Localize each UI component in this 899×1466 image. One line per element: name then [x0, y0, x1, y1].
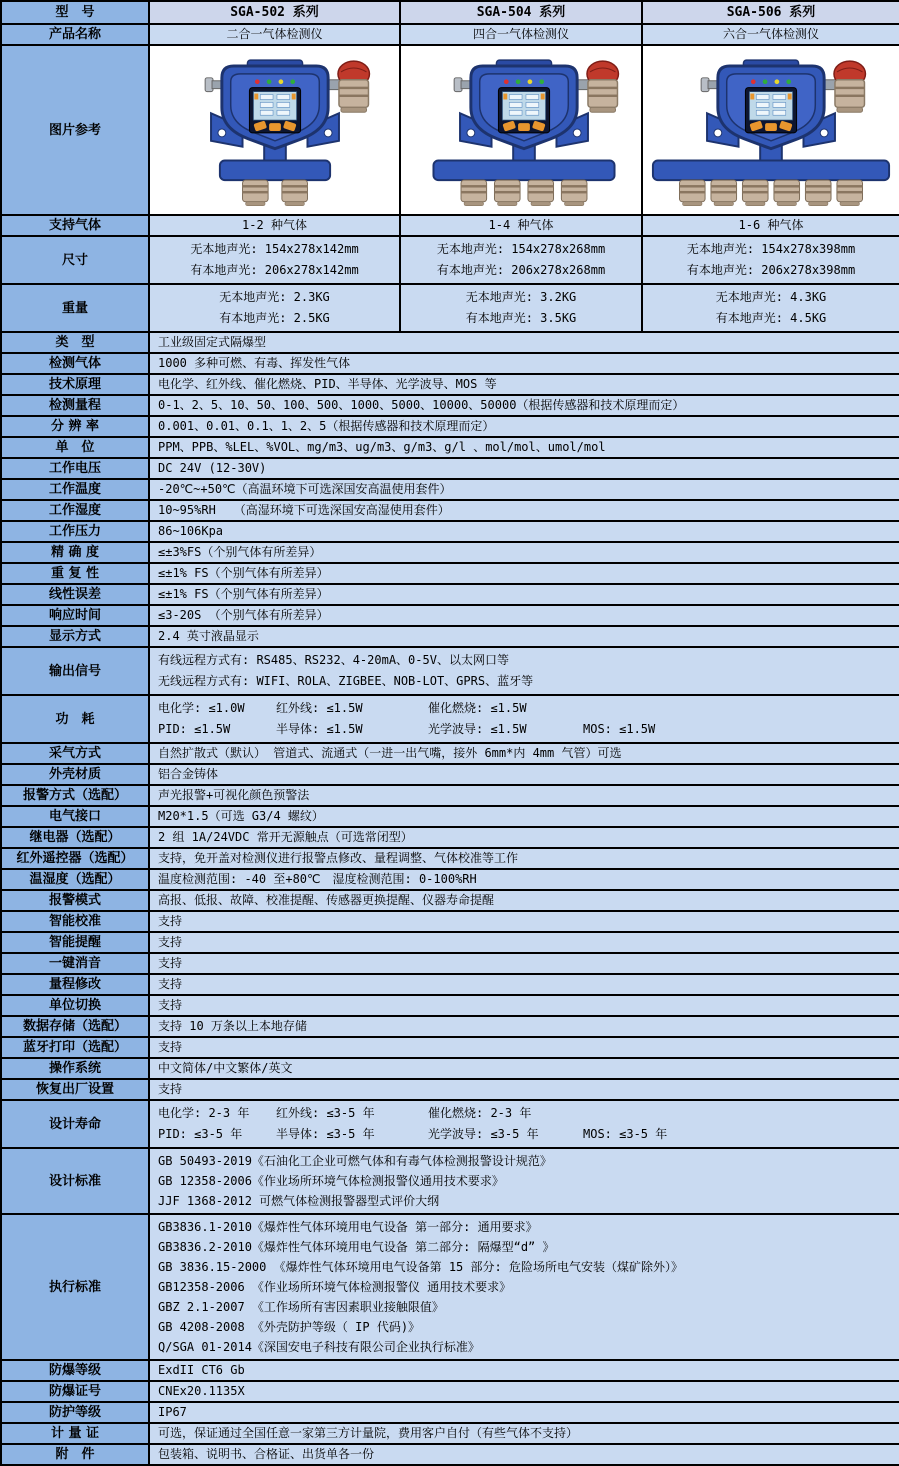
cell-weight-1 — [400, 284, 642, 332]
alarm-beacon-icon — [337, 61, 368, 112]
value-line: GB 50493-2019《石油化工企业可燃气体和有毒气体检测报警设计规范》 — [158, 1154, 552, 1168]
spec-row-image-reference — [1, 45, 899, 215]
row-label-accessories: 附 件 — [1, 1444, 149, 1465]
row-label-ir-remote-optional: 红外遥控器（选配） — [1, 848, 149, 869]
spec-row-smart-calibration — [1, 911, 899, 932]
value-line: 二合一气体检测仪 — [226, 27, 323, 41]
value-segment: 红外线: ≤3-5 年 — [276, 1106, 375, 1120]
row-label-working-temperature: 工作温度 — [1, 479, 149, 500]
value-line: 温度检测范围: -40 至+80℃ 湿度检测范围: 0-100%RH — [158, 872, 477, 886]
spec-row-sampling-method — [1, 743, 899, 764]
value-line: 无本地声光: 4.3KG — [715, 290, 827, 304]
value-line: 2.4 英寸液晶显示 — [158, 629, 259, 643]
spec-row-units — [1, 437, 899, 458]
value-line: GB 3836.15-2000 《爆炸性气体环境用电气设备第 15 部分: 危险场所电气安装（煤矿除外）》 — [158, 1260, 683, 1274]
value-line: 无本地声光: 3.2KG — [465, 290, 577, 304]
cell-working-voltage — [149, 458, 899, 479]
cell-bluetooth-print-optional — [149, 1037, 899, 1058]
status-led — [516, 79, 521, 84]
value-line: 1-4 种气体 — [488, 218, 554, 232]
status-led — [786, 79, 791, 84]
cell-housing-material — [149, 764, 899, 785]
cell-dimensions-0 — [149, 236, 400, 284]
value-line: 六合一气体检测仪 — [722, 27, 819, 41]
row-label-product-name: 产品名称 — [1, 24, 149, 45]
status-led — [763, 79, 768, 84]
cell-units — [149, 437, 899, 458]
value-line: -20℃~+50℃（高温环境下可选深国安高温使用套件） — [158, 482, 452, 496]
row-label-alarm-modes: 报警模式 — [1, 890, 149, 911]
row-label-alarm-method-optional: 报警方式（选配） — [1, 785, 149, 806]
row-label-factory-reset: 恢复出厂设置 — [1, 1079, 149, 1100]
cell-range — [149, 395, 899, 416]
row-label-model: 型 号 — [1, 1, 149, 24]
cell-one-key-mute — [149, 953, 899, 974]
spec-row-smart-reminder — [1, 932, 899, 953]
sensor-probe-icon — [281, 180, 307, 206]
row-label-power-consumption: 功 耗 — [1, 695, 149, 743]
sensor-probe-icon — [742, 180, 768, 206]
spec-row-operating-system — [1, 1058, 899, 1079]
value-line: 有本地声光: 206x278x142mm — [190, 263, 359, 277]
cell-ir-remote-optional — [149, 848, 899, 869]
value-line: 支持 — [158, 956, 183, 970]
value-line: ExdII CT6 Gb — [158, 1363, 245, 1377]
spec-row-data-storage-optional — [1, 1016, 899, 1037]
value-segment: 光学波导: ≤1.5W — [428, 722, 527, 736]
cell-accuracy — [149, 542, 899, 563]
spec-row-accuracy — [1, 542, 899, 563]
row-label-explosion-proof-cert: 防爆证号 — [1, 1381, 149, 1402]
value-line: 支持 — [158, 977, 183, 991]
row-label-weight: 重量 — [1, 284, 149, 332]
cell-product-name-0 — [149, 24, 400, 45]
value-line: JJF 1368-2012 可燃气体检测报警器型式评价大纲 — [158, 1194, 440, 1208]
row-label-linearity-error: 线性误差 — [1, 584, 149, 605]
cell-explosion-proof-grade — [149, 1360, 899, 1381]
value-line: 有本地声光: 3.5KG — [465, 311, 577, 325]
status-led — [528, 79, 533, 84]
spec-row-electrical-interface — [1, 806, 899, 827]
value-line: 自然扩散式（默认） 管道式、流通式（一进一出气嘴，接外 6mm*内 4mm 气管）可选 — [158, 746, 622, 760]
cell-accessories — [149, 1444, 899, 1465]
value-line: 无本地声光: 154x278x268mm — [436, 242, 606, 256]
sensor-probe-icon — [494, 180, 520, 206]
value-line: 有本地声光: 2.5KG — [219, 311, 330, 325]
value-segment: 催化燃烧: 2-3 年 — [428, 1106, 532, 1120]
value-line: 有本地声光: 206x278x398mm — [686, 263, 856, 277]
row-label-relay-optional: 继电器（选配） — [1, 827, 149, 848]
value-line: CNEx20.1135X — [158, 1384, 245, 1398]
spec-row-ip-rating — [1, 1402, 899, 1423]
cell-smart-reminder — [149, 932, 899, 953]
cell-factory-reset — [149, 1079, 899, 1100]
row-label-repeatability: 重 复 性 — [1, 563, 149, 584]
row-label-working-pressure: 工作压力 — [1, 521, 149, 542]
row-label-ip-rating: 防护等级 — [1, 1402, 149, 1423]
spec-row-working-humidity — [1, 500, 899, 521]
spec-row-resolution — [1, 416, 899, 437]
value-line: 2 组 1A/24VDC 常开无源触点（可选常闭型） — [158, 830, 413, 844]
spec-row-working-temperature — [1, 479, 899, 500]
row-label-metrology-cert: 计 量 证 — [1, 1423, 149, 1444]
cell-temp-humidity-optional — [149, 869, 899, 890]
product-image-sga-502 — [149, 45, 400, 215]
value-line: 1000 多种可燃、有毒、挥发性气体 — [158, 356, 351, 370]
value-segment: 电化学: ≤1.0W — [158, 701, 245, 715]
row-label-smart-calibration: 智能校准 — [1, 911, 149, 932]
row-label-design-standards: 设计标准 — [1, 1148, 149, 1214]
status-led — [775, 79, 780, 84]
lcd-screen-icon — [745, 88, 796, 133]
row-label-operating-system: 操作系统 — [1, 1058, 149, 1079]
cell-supported-gases-0 — [149, 215, 400, 236]
spec-row-supported-gases — [1, 215, 899, 236]
cell-resolution — [149, 416, 899, 437]
alarm-beacon-icon — [834, 61, 865, 112]
cell-product-name-2 — [642, 24, 899, 45]
spec-row-output-signal — [1, 647, 899, 695]
value-line: 支持 10 万条以上本地存储 — [158, 1019, 307, 1033]
sensor-probe-icon — [242, 180, 268, 206]
cell-output-signal — [149, 647, 899, 695]
row-label-supported-gases: 支持气体 — [1, 215, 149, 236]
cell-working-temperature — [149, 479, 899, 500]
cell-response-time — [149, 605, 899, 626]
row-label-technology: 技术原理 — [1, 374, 149, 395]
spec-row-dimensions — [1, 236, 899, 284]
value-line: 铝合金铸体 — [158, 767, 219, 781]
spec-row-relay-optional — [1, 827, 899, 848]
value-line — [158, 1124, 891, 1145]
value-line: SGA-504 系列 — [476, 5, 566, 20]
sensor-probe-icon — [837, 180, 863, 206]
spec-row-display — [1, 626, 899, 647]
row-label-working-humidity: 工作湿度 — [1, 500, 149, 521]
status-led — [254, 79, 259, 84]
value-line: 10~95%RH （高湿环境下可选深国安高湿使用套件） — [158, 503, 450, 517]
value-line: PPM、PPB、%LEL、%VOL、mg/m3、ug/m3、g/m3、g/l 、mol/mol、umol/mol — [158, 440, 606, 454]
value-line: 支持，免开盖对检测仪进行报警点修改、量程调整、气体校准等工作 — [158, 851, 519, 865]
row-label-response-time: 响应时间 — [1, 605, 149, 626]
value-segment: PID: ≤1.5W — [158, 722, 231, 736]
row-label-housing-material: 外壳材质 — [1, 764, 149, 785]
manifold-bar — [433, 160, 614, 180]
gas-detector-illustration — [401, 49, 642, 207]
spec-row-temp-humidity-optional — [1, 869, 899, 890]
cell-dimensions-1 — [400, 236, 642, 284]
value-line — [158, 1103, 891, 1124]
cell-dimensions-2 — [642, 236, 899, 284]
value-segment: 电化学: 2-3 年 — [158, 1106, 250, 1120]
row-label-dimensions: 尺寸 — [1, 236, 149, 284]
cell-operating-system — [149, 1058, 899, 1079]
spec-row-bluetooth-print-optional — [1, 1037, 899, 1058]
value-line: 无本地声光: 154x278x142mm — [190, 242, 359, 256]
status-led — [290, 79, 295, 84]
value-line: 86~106Kpa — [158, 524, 224, 538]
spec-row-alarm-modes — [1, 890, 899, 911]
spec-row-metrology-cert — [1, 1423, 899, 1444]
status-led — [539, 79, 544, 84]
cell-data-storage-optional — [149, 1016, 899, 1037]
value-line: M20*1.5（可选 G3/4 螺纹） — [158, 809, 324, 823]
status-led — [278, 79, 283, 84]
spec-row-ir-remote-optional — [1, 848, 899, 869]
spec-table-body — [1, 1, 899, 1465]
product-image-sga-506 — [642, 45, 899, 215]
value-line: 有线远程方式有: RS485、RS232、4-20mA、0-5V、以太网口等 — [158, 653, 509, 667]
value-line: ≤±3%FS（个别气体有所差异） — [158, 545, 322, 559]
cell-unit-switch — [149, 995, 899, 1016]
row-label-explosion-proof-grade: 防爆等级 — [1, 1360, 149, 1381]
value-line: GB3836.1-2010《爆炸性气体环境用电气设备 第一部分: 通用要求》 — [158, 1220, 538, 1234]
value-line: 支持 — [158, 935, 183, 949]
row-label-display: 显示方式 — [1, 626, 149, 647]
cell-display — [149, 626, 899, 647]
cell-metrology-cert — [149, 1423, 899, 1444]
cell-supported-gases-2 — [642, 215, 899, 236]
cell-model-1 — [400, 1, 642, 24]
spec-row-design-life — [1, 1100, 899, 1148]
value-segment: 光学波导: ≤3-5 年 — [428, 1127, 539, 1141]
value-line: 可选，保证通过全国任意一家第三方计量院，费用客户自付（有些气体不支持） — [158, 1426, 579, 1440]
value-line: 支持 — [158, 1082, 183, 1096]
spec-row-power-consumption — [1, 695, 899, 743]
product-image-sga-504 — [400, 45, 642, 215]
cell-electrical-interface — [149, 806, 899, 827]
spec-row-product-name — [1, 24, 899, 45]
value-line: 1-2 种气体 — [242, 218, 307, 232]
cell-supported-gases-1 — [400, 215, 642, 236]
value-segment: MOS: ≤3-5 年 — [583, 1127, 668, 1141]
value-line: Q/SGA 01-2014《深国安电子科技有限公司企业执行标准》 — [158, 1340, 480, 1354]
spec-row-explosion-proof-grade — [1, 1360, 899, 1381]
cell-alarm-method-optional — [149, 785, 899, 806]
row-label-type: 类 型 — [1, 332, 149, 353]
spec-row-design-standards — [1, 1148, 899, 1214]
sensor-probe-icon — [805, 180, 831, 206]
row-label-smart-reminder: 智能提醒 — [1, 932, 149, 953]
cell-repeatability — [149, 563, 899, 584]
value-line: 0-1、2、5、10、50、100、500、1000、5000、10000、50000（根据传感器和技术原理而定） — [158, 398, 685, 412]
row-label-design-life: 设计寿命 — [1, 1100, 149, 1148]
value-segment: 红外线: ≤1.5W — [276, 701, 363, 715]
value-line: SGA-506 系列 — [726, 5, 816, 20]
cell-relay-optional — [149, 827, 899, 848]
row-label-range: 检测量程 — [1, 395, 149, 416]
gas-detector-illustration — [648, 49, 894, 207]
sensor-probe-icon — [461, 180, 487, 206]
spec-row-type — [1, 332, 899, 353]
status-led — [504, 79, 509, 84]
spec-row-model — [1, 1, 899, 24]
row-label-range-modification: 量程修改 — [1, 974, 149, 995]
value-line: ≤3-20S （个别气体有所差异） — [158, 608, 329, 622]
row-label-working-voltage: 工作电压 — [1, 458, 149, 479]
value-line: 声光报警+可视化颜色预警法 — [158, 788, 310, 802]
value-line: GBZ 2.1-2007 《工作场所有害因素职业接触限值》 — [158, 1300, 444, 1314]
manifold-bar — [219, 160, 329, 180]
row-label-units: 单 位 — [1, 437, 149, 458]
cell-working-humidity — [149, 500, 899, 521]
cell-design-life — [149, 1100, 899, 1148]
sensor-probe-icon — [528, 180, 554, 206]
value-line: 无本地声光: 154x278x398mm — [686, 242, 856, 256]
value-line: 支持 — [158, 1040, 183, 1054]
cell-product-name-1 — [400, 24, 642, 45]
value-line: 四合一气体检测仪 — [472, 27, 569, 41]
spec-row-repeatability — [1, 563, 899, 584]
row-label-image-reference: 图片参考 — [1, 45, 149, 215]
spec-row-linearity-error — [1, 584, 899, 605]
value-line: 无线远程方式有: WIFI、ROLA、ZIGBEE、NOB-LOT、GPRS、蓝牙等 — [158, 674, 534, 688]
value-segment: 催化燃烧: ≤1.5W — [428, 701, 527, 715]
value-line: 无本地声光: 2.3KG — [219, 290, 330, 304]
value-line: 支持 — [158, 914, 183, 928]
manifold-bar — [653, 160, 889, 180]
alarm-beacon-icon — [587, 61, 618, 112]
value-line: 0.001、0.01、0.1、1、2、5（根据传感器和技术原理而定） — [158, 419, 495, 433]
cell-ip-rating — [149, 1402, 899, 1423]
spec-row-housing-material — [1, 764, 899, 785]
value-line: IP67 — [158, 1405, 187, 1419]
spec-row-unit-switch — [1, 995, 899, 1016]
row-label-bluetooth-print-optional: 蓝牙打印（选配） — [1, 1037, 149, 1058]
value-line: ≤±1% FS（个别气体有所差异） — [158, 566, 329, 580]
row-label-accuracy: 精 确 度 — [1, 542, 149, 563]
cell-explosion-proof-cert — [149, 1381, 899, 1402]
cell-working-pressure — [149, 521, 899, 542]
cell-weight-0 — [149, 284, 400, 332]
row-label-temp-humidity-optional: 温湿度（选配） — [1, 869, 149, 890]
row-label-one-key-mute: 一键消音 — [1, 953, 149, 974]
cell-weight-2 — [642, 284, 899, 332]
cell-model-2 — [642, 1, 899, 24]
value-line: ≤±1% FS（个别气体有所差异） — [158, 587, 329, 601]
value-segment: PID: ≤3-5 年 — [158, 1127, 243, 1141]
value-line: 高报、低报、故障、校准提醒、传感器更换提醒、仪器寿命提醒 — [158, 893, 495, 907]
sensor-probe-icon — [774, 180, 800, 206]
value-line — [158, 719, 891, 740]
cell-type — [149, 332, 899, 353]
value-line: 有本地声光: 4.5KG — [715, 311, 827, 325]
spec-row-range-modification — [1, 974, 899, 995]
cell-range-modification — [149, 974, 899, 995]
value-segment: MOS: ≤1.5W — [583, 722, 656, 736]
sensor-probe-icon — [711, 180, 737, 206]
cell-model-0 — [149, 1, 400, 24]
cell-detected-gases — [149, 353, 899, 374]
cell-executive-standards — [149, 1214, 899, 1360]
spec-row-factory-reset — [1, 1079, 899, 1100]
row-label-unit-switch: 单位切换 — [1, 995, 149, 1016]
value-line: DC 24V (12-30V) — [158, 461, 267, 475]
row-label-electrical-interface: 电气接口 — [1, 806, 149, 827]
cell-power-consumption — [149, 695, 899, 743]
value-line: 包装箱、说明书、合格证、出货单各一份 — [158, 1447, 375, 1461]
spec-row-weight — [1, 284, 899, 332]
row-label-data-storage-optional: 数据存储（选配） — [1, 1016, 149, 1037]
status-led — [266, 79, 271, 84]
value-line: SGA-502 系列 — [230, 5, 319, 20]
sensor-probe-icon — [561, 180, 587, 206]
spec-row-working-pressure — [1, 521, 899, 542]
value-line: GB3836.2-2010《爆炸性气体环境用电气设备 第二部分: 隔爆型“d” 》 — [158, 1240, 555, 1254]
spec-row-technology — [1, 374, 899, 395]
value-line: GB 4208-2008 《外壳防护等级（ IP 代码)》 — [158, 1320, 421, 1334]
gas-detector-illustration — [152, 49, 398, 207]
spec-row-detected-gases — [1, 353, 899, 374]
value-line: 有本地声光: 206x278x268mm — [436, 263, 606, 277]
status-led — [751, 79, 756, 84]
row-label-output-signal: 输出信号 — [1, 647, 149, 695]
value-line — [158, 698, 891, 719]
row-label-resolution: 分 辨 率 — [1, 416, 149, 437]
row-label-sampling-method: 采气方式 — [1, 743, 149, 764]
value-segment: 半导体: ≤1.5W — [276, 722, 363, 736]
spec-row-working-voltage — [1, 458, 899, 479]
row-label-detected-gases: 检测气体 — [1, 353, 149, 374]
value-line: 电化学、红外线、催化燃烧、PID、半导体、光学波导、MOS 等 — [158, 377, 497, 391]
spec-row-executive-standards — [1, 1214, 899, 1360]
lcd-screen-icon — [498, 88, 549, 133]
value-line: GB12358-2006 《作业场所环境气体检测报警仪 通用技术要求》 — [158, 1280, 512, 1294]
spec-row-response-time — [1, 605, 899, 626]
cell-smart-calibration — [149, 911, 899, 932]
value-line: 工业级固定式隔爆型 — [158, 335, 267, 349]
spec-row-explosion-proof-cert — [1, 1381, 899, 1402]
spec-row-range — [1, 395, 899, 416]
cell-linearity-error — [149, 584, 899, 605]
cell-sampling-method — [149, 743, 899, 764]
spec-row-alarm-method-optional — [1, 785, 899, 806]
value-line: 1-6 种气体 — [738, 218, 804, 232]
spec-row-one-key-mute — [1, 953, 899, 974]
value-line: 支持 — [158, 998, 183, 1012]
lcd-screen-icon — [249, 88, 300, 133]
value-segment: 半导体: ≤3-5 年 — [276, 1127, 375, 1141]
row-label-executive-standards: 执行标准 — [1, 1214, 149, 1360]
value-line: GB 12358-2006《作业场所环境气体检测报警仪通用技术要求》 — [158, 1174, 504, 1188]
cell-technology — [149, 374, 899, 395]
cell-alarm-modes — [149, 890, 899, 911]
sensor-probe-icon — [679, 180, 705, 206]
spec-row-accessories — [1, 1444, 899, 1465]
cell-design-standards — [149, 1148, 899, 1214]
value-line: 中文简体/中文繁体/英文 — [158, 1061, 293, 1075]
